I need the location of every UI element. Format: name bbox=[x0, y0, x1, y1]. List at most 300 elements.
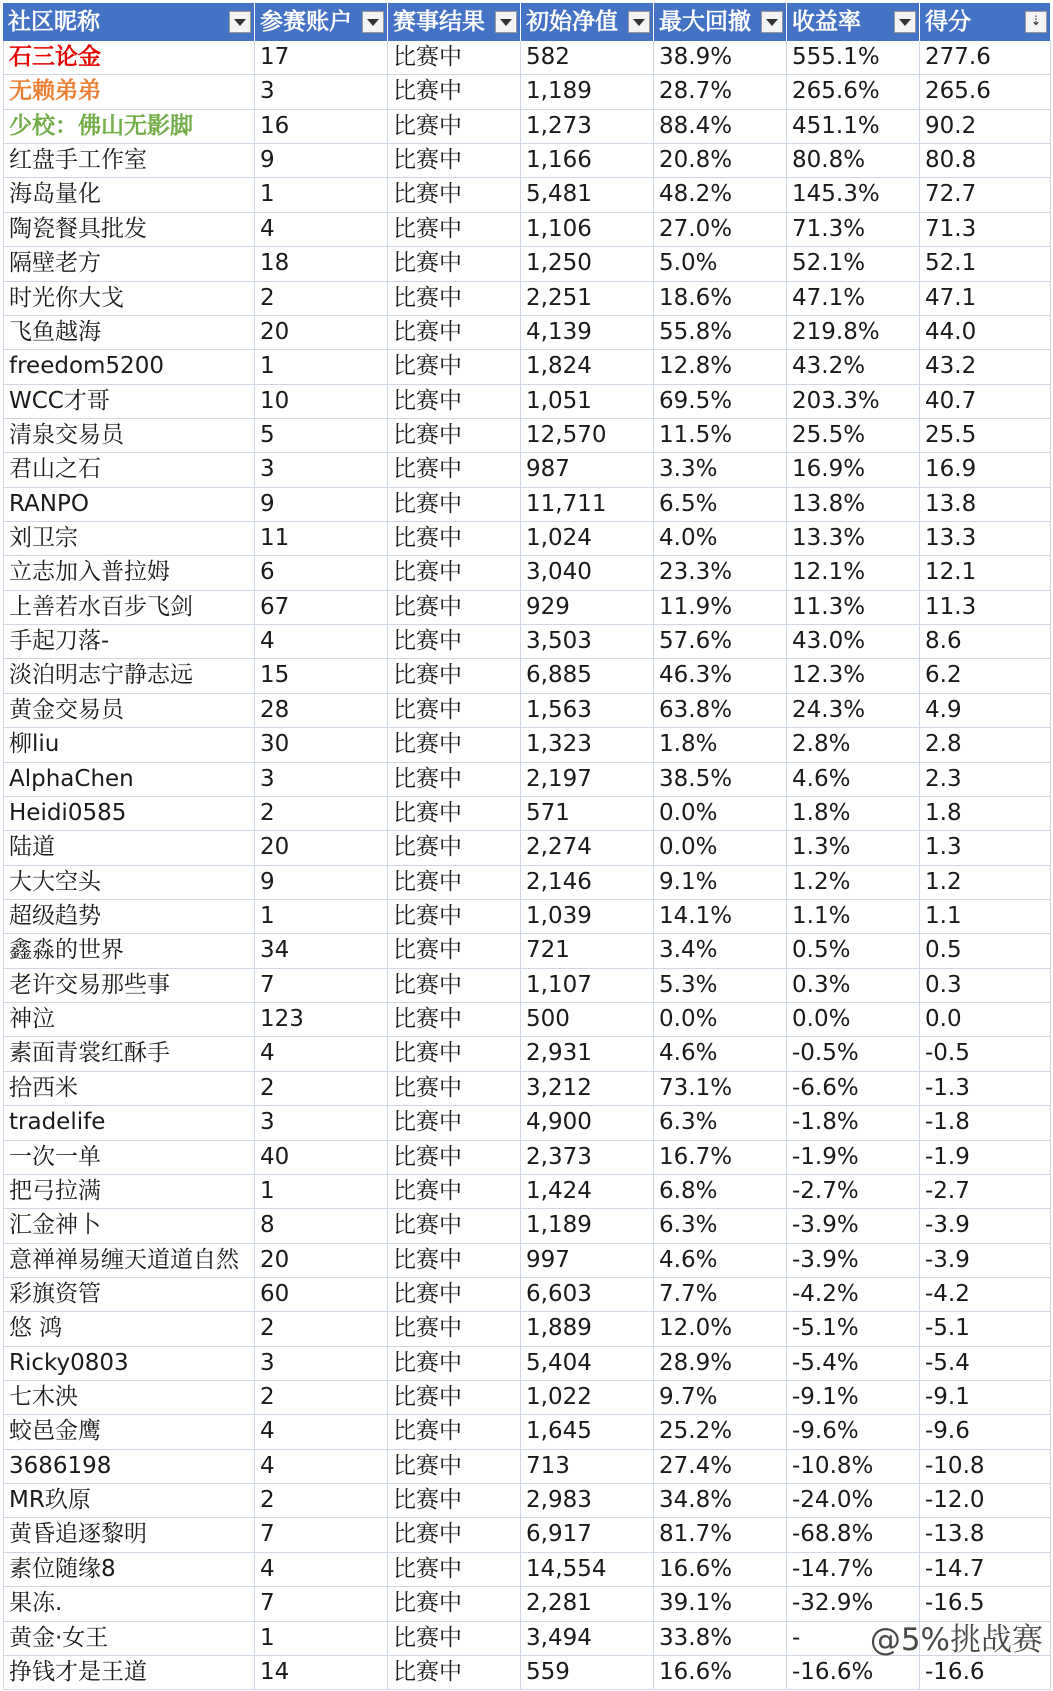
table-cell[interactable]: 1,250 bbox=[521, 247, 654, 281]
table-cell[interactable]: 比赛中 bbox=[388, 1037, 521, 1071]
table-cell[interactable]: 意禅禅易缠天道道自然 bbox=[3, 1244, 255, 1278]
table-cell[interactable]: 265.6 bbox=[920, 75, 1051, 109]
table-cell[interactable]: 比赛中 bbox=[388, 831, 521, 865]
filter-dropdown-icon[interactable] bbox=[761, 11, 783, 33]
table-cell[interactable]: 16.6% bbox=[654, 1553, 787, 1587]
table-cell[interactable]: 46.3% bbox=[654, 659, 787, 693]
table-cell[interactable]: 比赛中 bbox=[388, 385, 521, 419]
table-cell[interactable]: 2 bbox=[255, 797, 388, 831]
table-cell[interactable]: 黄昏追逐黎明 bbox=[3, 1518, 255, 1552]
table-cell[interactable]: 1.1% bbox=[787, 900, 920, 934]
table-cell[interactable]: 47.1 bbox=[920, 282, 1051, 316]
table-cell[interactable]: 比赛中 bbox=[388, 763, 521, 797]
table-cell[interactable]: 比赛中 bbox=[388, 625, 521, 659]
table-cell[interactable]: 4 bbox=[255, 1553, 388, 1587]
table-cell[interactable]: 比赛中 bbox=[388, 282, 521, 316]
table-cell[interactable]: 16 bbox=[255, 110, 388, 144]
table-cell[interactable]: 拾西米 bbox=[3, 1072, 255, 1106]
table-cell[interactable]: 比赛中 bbox=[388, 694, 521, 728]
table-cell[interactable]: 2,274 bbox=[521, 831, 654, 865]
table-cell[interactable]: 4.6% bbox=[654, 1037, 787, 1071]
table-cell[interactable]: 飞鱼越海 bbox=[3, 316, 255, 350]
table-cell[interactable]: 3,212 bbox=[521, 1072, 654, 1106]
table-cell[interactable]: -16.6 bbox=[920, 1656, 1051, 1690]
table-cell[interactable]: 石三论金 bbox=[3, 41, 255, 75]
table-cell[interactable]: 7 bbox=[255, 1587, 388, 1621]
table-cell[interactable]: 5 bbox=[255, 419, 388, 453]
table-cell[interactable]: 88.4% bbox=[654, 110, 787, 144]
table-cell[interactable]: 蛟邑金鹰 bbox=[3, 1415, 255, 1449]
table-cell[interactable]: WCC才哥 bbox=[3, 385, 255, 419]
table-cell[interactable]: -9.6 bbox=[920, 1415, 1051, 1449]
table-cell[interactable]: 比赛中 bbox=[388, 1347, 521, 1381]
table-cell[interactable]: -16.5 bbox=[920, 1587, 1051, 1621]
table-cell[interactable]: 52.1% bbox=[787, 247, 920, 281]
table-cell[interactable]: RANPO bbox=[3, 488, 255, 522]
table-cell[interactable]: 2,197 bbox=[521, 763, 654, 797]
table-cell[interactable]: 0.0% bbox=[654, 797, 787, 831]
table-cell[interactable]: 比赛中 bbox=[388, 144, 521, 178]
sort-filter-icon[interactable] bbox=[1025, 11, 1047, 33]
table-cell[interactable]: 52.1 bbox=[920, 247, 1051, 281]
table-cell[interactable]: -24.0% bbox=[787, 1484, 920, 1518]
table-cell[interactable]: 比赛中 bbox=[388, 934, 521, 968]
table-cell[interactable]: 9 bbox=[255, 144, 388, 178]
table-cell[interactable]: -9.1 bbox=[920, 1381, 1051, 1415]
table-cell[interactable]: 9 bbox=[255, 866, 388, 900]
table-cell[interactable]: 25.5 bbox=[920, 419, 1051, 453]
table-cell[interactable]: 73.1% bbox=[654, 1072, 787, 1106]
table-cell[interactable]: 3,040 bbox=[521, 556, 654, 590]
table-cell[interactable]: -1.8% bbox=[787, 1106, 920, 1140]
table-cell[interactable]: 比赛中 bbox=[388, 522, 521, 556]
table-cell[interactable]: freedom5200 bbox=[3, 350, 255, 384]
table-cell[interactable]: 34.8% bbox=[654, 1484, 787, 1518]
table-cell[interactable]: 1.8% bbox=[787, 797, 920, 831]
table-cell[interactable]: 3 bbox=[255, 763, 388, 797]
table-cell[interactable]: 比赛中 bbox=[388, 1518, 521, 1552]
table-cell[interactable]: 13.8% bbox=[787, 488, 920, 522]
table-cell[interactable]: 3 bbox=[255, 1106, 388, 1140]
table-cell[interactable]: 2,983 bbox=[521, 1484, 654, 1518]
table-cell[interactable]: 13.3 bbox=[920, 522, 1051, 556]
table-cell[interactable]: 素面青裳红酥手 bbox=[3, 1037, 255, 1071]
table-cell[interactable]: 比赛中 bbox=[388, 556, 521, 590]
table-cell[interactable]: 陶瓷餐具批发 bbox=[3, 213, 255, 247]
table-cell[interactable]: 素位随缘8 bbox=[3, 1553, 255, 1587]
table-cell[interactable]: 24.3% bbox=[787, 694, 920, 728]
table-cell[interactable]: 11 bbox=[255, 522, 388, 556]
table-cell[interactable]: -4.2% bbox=[787, 1278, 920, 1312]
table-cell[interactable]: 28.7% bbox=[654, 75, 787, 109]
table-cell[interactable]: 11.3% bbox=[787, 591, 920, 625]
table-cell[interactable]: 559 bbox=[521, 1656, 654, 1690]
table-cell[interactable]: 大大空头 bbox=[3, 866, 255, 900]
table-cell[interactable]: 比赛中 bbox=[388, 1278, 521, 1312]
filter-dropdown-icon[interactable] bbox=[362, 11, 384, 33]
table-cell[interactable]: 比赛中 bbox=[388, 419, 521, 453]
table-cell[interactable]: 20 bbox=[255, 316, 388, 350]
table-cell[interactable]: 4 bbox=[255, 1415, 388, 1449]
table-cell[interactable]: 1 bbox=[255, 1622, 388, 1656]
table-cell[interactable]: -5.1 bbox=[920, 1312, 1051, 1346]
table-cell[interactable]: 4,900 bbox=[521, 1106, 654, 1140]
table-cell[interactable]: 3,494 bbox=[521, 1622, 654, 1656]
table-cell[interactable]: 3686198 bbox=[3, 1450, 255, 1484]
table-cell[interactable]: Heidi0585 bbox=[3, 797, 255, 831]
table-cell[interactable]: 时光你大戈 bbox=[3, 282, 255, 316]
table-cell[interactable]: -3.9% bbox=[787, 1244, 920, 1278]
table-cell[interactable]: 比赛中 bbox=[388, 797, 521, 831]
table-cell[interactable]: 44.0 bbox=[920, 316, 1051, 350]
table-cell[interactable]: 比赛中 bbox=[388, 488, 521, 522]
table-cell[interactable]: 123 bbox=[255, 1003, 388, 1037]
table-cell[interactable]: 比赛中 bbox=[388, 1003, 521, 1037]
table-cell[interactable]: 汇金神卜 bbox=[3, 1209, 255, 1243]
table-cell[interactable]: 比赛中 bbox=[388, 213, 521, 247]
table-cell[interactable]: 比赛中 bbox=[388, 866, 521, 900]
table-cell[interactable]: 2.3 bbox=[920, 763, 1051, 797]
table-cell[interactable]: 1,189 bbox=[521, 1209, 654, 1243]
table-cell[interactable]: 6.3% bbox=[654, 1209, 787, 1243]
table-cell[interactable]: 582 bbox=[521, 41, 654, 75]
table-cell[interactable]: 立志加入普拉姆 bbox=[3, 556, 255, 590]
table-cell[interactable]: Ricky0803 bbox=[3, 1347, 255, 1381]
table-cell[interactable]: 2,281 bbox=[521, 1587, 654, 1621]
table-cell[interactable]: 57.6% bbox=[654, 625, 787, 659]
table-cell[interactable]: 老许交易那些事 bbox=[3, 969, 255, 1003]
table-cell[interactable]: 17 bbox=[255, 41, 388, 75]
table-cell[interactable]: -1.3 bbox=[920, 1072, 1051, 1106]
table-cell[interactable]: 6,603 bbox=[521, 1278, 654, 1312]
table-cell[interactable]: 2 bbox=[255, 1072, 388, 1106]
table-cell[interactable]: 0.3% bbox=[787, 969, 920, 1003]
table-cell[interactable]: 16.7% bbox=[654, 1141, 787, 1175]
table-cell[interactable]: 28 bbox=[255, 694, 388, 728]
table-cell[interactable]: 2 bbox=[255, 282, 388, 316]
table-cell[interactable]: 比赛中 bbox=[388, 41, 521, 75]
table-cell[interactable]: 9.7% bbox=[654, 1381, 787, 1415]
table-cell[interactable]: 比赛中 bbox=[388, 1450, 521, 1484]
table-cell[interactable]: 比赛中 bbox=[388, 1106, 521, 1140]
table-cell[interactable]: 2 bbox=[255, 1312, 388, 1346]
table-cell[interactable]: 20 bbox=[255, 1244, 388, 1278]
table-cell[interactable]: 8.6 bbox=[920, 625, 1051, 659]
table-cell[interactable]: 72.7 bbox=[920, 178, 1051, 212]
table-cell[interactable]: 5.3% bbox=[654, 969, 787, 1003]
table-cell[interactable]: 67 bbox=[255, 591, 388, 625]
table-cell[interactable]: 1,424 bbox=[521, 1175, 654, 1209]
table-cell[interactable]: 1.8% bbox=[654, 728, 787, 762]
table-cell[interactable]: 2.8% bbox=[787, 728, 920, 762]
table-cell[interactable]: 571 bbox=[521, 797, 654, 831]
table-cell[interactable]: 555.1% bbox=[787, 41, 920, 75]
table-cell[interactable]: 2.8 bbox=[920, 728, 1051, 762]
table-cell[interactable]: 鑫淼的世界 bbox=[3, 934, 255, 968]
table-cell[interactable]: 4.6% bbox=[787, 763, 920, 797]
table-cell[interactable]: 43.2% bbox=[787, 350, 920, 384]
table-cell[interactable]: 451.1% bbox=[787, 110, 920, 144]
table-cell[interactable]: 48.2% bbox=[654, 178, 787, 212]
table-cell[interactable]: 比赛中 bbox=[388, 75, 521, 109]
table-cell[interactable]: 81.7% bbox=[654, 1518, 787, 1552]
table-cell[interactable]: 3 bbox=[255, 75, 388, 109]
table-cell[interactable]: 比赛中 bbox=[388, 1244, 521, 1278]
table-cell[interactable]: 0.0% bbox=[654, 1003, 787, 1037]
table-cell[interactable]: 2,146 bbox=[521, 866, 654, 900]
table-cell[interactable]: 神泣 bbox=[3, 1003, 255, 1037]
table-cell[interactable]: 997 bbox=[521, 1244, 654, 1278]
table-cell[interactable]: 1,824 bbox=[521, 350, 654, 384]
table-cell[interactable]: 5,481 bbox=[521, 178, 654, 212]
table-cell[interactable]: 69.5% bbox=[654, 385, 787, 419]
table-cell[interactable]: -0.5 bbox=[920, 1037, 1051, 1071]
table-cell[interactable]: 11.3 bbox=[920, 591, 1051, 625]
table-cell[interactable]: -2.7 bbox=[920, 1175, 1051, 1209]
table-cell[interactable]: 23.3% bbox=[654, 556, 787, 590]
table-cell[interactable]: 6.8% bbox=[654, 1175, 787, 1209]
table-cell[interactable]: 40 bbox=[255, 1141, 388, 1175]
table-cell[interactable]: 6.3% bbox=[654, 1106, 787, 1140]
table-cell[interactable]: 比赛中 bbox=[388, 1072, 521, 1106]
table-cell[interactable]: 比赛中 bbox=[388, 659, 521, 693]
table-cell[interactable]: -1.9 bbox=[920, 1141, 1051, 1175]
table-cell[interactable]: 2,251 bbox=[521, 282, 654, 316]
table-cell[interactable]: 悠 鸿 bbox=[3, 1312, 255, 1346]
table-cell[interactable]: 2 bbox=[255, 1381, 388, 1415]
table-cell[interactable]: 超级趋势 bbox=[3, 900, 255, 934]
table-cell[interactable]: 比赛中 bbox=[388, 350, 521, 384]
table-cell[interactable]: 3,503 bbox=[521, 625, 654, 659]
table-cell[interactable]: 3.3% bbox=[654, 453, 787, 487]
table-cell[interactable]: tradelife bbox=[3, 1106, 255, 1140]
table-cell[interactable]: 4,139 bbox=[521, 316, 654, 350]
table-cell[interactable]: 1.3 bbox=[920, 831, 1051, 865]
table-cell[interactable]: -1.8 bbox=[920, 1106, 1051, 1140]
table-cell[interactable]: 红盘手工作室 bbox=[3, 144, 255, 178]
table-cell[interactable]: -5.4% bbox=[787, 1347, 920, 1381]
table-cell[interactable]: 16.9% bbox=[787, 453, 920, 487]
table-cell[interactable]: 海岛量化 bbox=[3, 178, 255, 212]
table-cell[interactable]: 淡泊明志宁静志远 bbox=[3, 659, 255, 693]
table-cell[interactable]: 34 bbox=[255, 934, 388, 968]
table-cell[interactable]: 1,106 bbox=[521, 213, 654, 247]
table-cell[interactable]: 25.5% bbox=[787, 419, 920, 453]
table-cell[interactable]: 13.8 bbox=[920, 488, 1051, 522]
table-cell[interactable]: 4.9 bbox=[920, 694, 1051, 728]
table-cell[interactable]: 987 bbox=[521, 453, 654, 487]
table-cell[interactable]: 203.3% bbox=[787, 385, 920, 419]
table-cell[interactable]: 11.5% bbox=[654, 419, 787, 453]
table-cell[interactable]: 721 bbox=[521, 934, 654, 968]
table-cell[interactable]: 比赛中 bbox=[388, 1553, 521, 1587]
table-cell[interactable]: 13.3% bbox=[787, 522, 920, 556]
table-cell[interactable]: 3 bbox=[255, 1347, 388, 1381]
table-cell[interactable]: 比赛中 bbox=[388, 178, 521, 212]
table-cell[interactable]: 0.0 bbox=[920, 1003, 1051, 1037]
table-cell[interactable]: 1,645 bbox=[521, 1415, 654, 1449]
table-cell[interactable]: 刘卫宗 bbox=[3, 522, 255, 556]
table-cell[interactable]: 彩旗资管 bbox=[3, 1278, 255, 1312]
table-cell[interactable]: 80.8% bbox=[787, 144, 920, 178]
table-cell[interactable]: 把弓拉满 bbox=[3, 1175, 255, 1209]
table-cell[interactable]: 柳liu bbox=[3, 728, 255, 762]
table-cell[interactable]: 1,189 bbox=[521, 75, 654, 109]
table-cell[interactable]: 黄金交易员 bbox=[3, 694, 255, 728]
filter-dropdown-icon[interactable] bbox=[628, 11, 650, 33]
table-cell[interactable]: 2,373 bbox=[521, 1141, 654, 1175]
table-cell[interactable]: 71.3 bbox=[920, 213, 1051, 247]
table-cell[interactable]: -16.6% bbox=[787, 1656, 920, 1690]
table-cell[interactable]: -5.4 bbox=[920, 1347, 1051, 1381]
table-cell[interactable]: 2 bbox=[255, 1484, 388, 1518]
table-cell[interactable]: 清泉交易员 bbox=[3, 419, 255, 453]
table-cell[interactable]: 39.1% bbox=[654, 1587, 787, 1621]
table-cell[interactable]: 4 bbox=[255, 1450, 388, 1484]
table-cell[interactable]: 1,107 bbox=[521, 969, 654, 1003]
table-cell[interactable]: 4 bbox=[255, 213, 388, 247]
table-cell[interactable]: 1 bbox=[255, 900, 388, 934]
table-cell[interactable]: -14.7% bbox=[787, 1553, 920, 1587]
table-cell[interactable]: 16.6% bbox=[654, 1656, 787, 1690]
filter-dropdown-icon[interactable] bbox=[229, 11, 251, 33]
table-cell[interactable]: 4.0% bbox=[654, 522, 787, 556]
table-cell[interactable]: 1,022 bbox=[521, 1381, 654, 1415]
table-cell[interactable]: 9 bbox=[255, 488, 388, 522]
table-cell[interactable]: 1 bbox=[255, 350, 388, 384]
table-cell[interactable]: 10 bbox=[255, 385, 388, 419]
table-cell[interactable]: 比赛中 bbox=[388, 110, 521, 144]
table-cell[interactable]: 比赛中 bbox=[388, 316, 521, 350]
table-cell[interactable]: 1,323 bbox=[521, 728, 654, 762]
table-cell[interactable]: -2.7% bbox=[787, 1175, 920, 1209]
table-cell[interactable]: 1,273 bbox=[521, 110, 654, 144]
table-cell[interactable]: -10.8% bbox=[787, 1450, 920, 1484]
table-cell[interactable]: 4.6% bbox=[654, 1244, 787, 1278]
table-cell[interactable]: 1,166 bbox=[521, 144, 654, 178]
table-cell[interactable]: 63.8% bbox=[654, 694, 787, 728]
table-cell[interactable]: 3 bbox=[255, 453, 388, 487]
table-cell[interactable]: -9.1% bbox=[787, 1381, 920, 1415]
table-cell[interactable]: 12.1% bbox=[787, 556, 920, 590]
table-cell[interactable]: 6.2 bbox=[920, 659, 1051, 693]
table-cell[interactable]: 12.3% bbox=[787, 659, 920, 693]
table-cell[interactable]: 1,051 bbox=[521, 385, 654, 419]
table-cell[interactable]: 一次一单 bbox=[3, 1141, 255, 1175]
table-cell[interactable]: 6 bbox=[255, 556, 388, 590]
table-cell[interactable]: -14.7 bbox=[920, 1553, 1051, 1587]
table-cell[interactable]: 比赛中 bbox=[388, 1175, 521, 1209]
table-cell[interactable]: 1,889 bbox=[521, 1312, 654, 1346]
table-cell[interactable]: 比赛中 bbox=[388, 969, 521, 1003]
table-cell[interactable]: 43.0% bbox=[787, 625, 920, 659]
table-cell[interactable]: 七木泱 bbox=[3, 1381, 255, 1415]
table-cell[interactable]: 1.3% bbox=[787, 831, 920, 865]
table-cell[interactable]: -9.6% bbox=[787, 1415, 920, 1449]
table-cell[interactable]: 0.0% bbox=[654, 831, 787, 865]
table-cell[interactable]: 7 bbox=[255, 1518, 388, 1552]
table-cell[interactable]: - bbox=[787, 1622, 920, 1656]
table-cell[interactable]: -0.5% bbox=[787, 1037, 920, 1071]
table-cell[interactable]: 7.7% bbox=[654, 1278, 787, 1312]
table-cell[interactable]: 比赛中 bbox=[388, 900, 521, 934]
table-cell[interactable]: AlphaChen bbox=[3, 763, 255, 797]
table-cell[interactable]: -12.0 bbox=[920, 1484, 1051, 1518]
table-cell[interactable]: 8 bbox=[255, 1209, 388, 1243]
filter-dropdown-icon[interactable] bbox=[894, 11, 916, 33]
table-cell[interactable]: 6,885 bbox=[521, 659, 654, 693]
table-cell[interactable]: 1,563 bbox=[521, 694, 654, 728]
table-cell[interactable]: 果冻. bbox=[3, 1587, 255, 1621]
table-cell[interactable]: 比赛中 bbox=[388, 1656, 521, 1690]
table-cell[interactable]: -4.2 bbox=[920, 1278, 1051, 1312]
table-cell[interactable]: -68.8% bbox=[787, 1518, 920, 1552]
table-cell[interactable]: 60 bbox=[255, 1278, 388, 1312]
table-cell[interactable]: 713 bbox=[521, 1450, 654, 1484]
table-cell[interactable]: 20 bbox=[255, 831, 388, 865]
table-cell[interactable]: 比赛中 bbox=[388, 1381, 521, 1415]
table-cell[interactable]: 14.1% bbox=[654, 900, 787, 934]
table-cell[interactable]: -3.9 bbox=[920, 1209, 1051, 1243]
table-cell[interactable]: 11,711 bbox=[521, 488, 654, 522]
table-cell[interactable]: 20.8% bbox=[654, 144, 787, 178]
table-cell[interactable]: 1.2 bbox=[920, 866, 1051, 900]
table-cell[interactable]: 5,404 bbox=[521, 1347, 654, 1381]
table-cell[interactable]: 4 bbox=[255, 1037, 388, 1071]
table-cell[interactable]: 君山之石 bbox=[3, 453, 255, 487]
table-cell[interactable]: -32.9% bbox=[787, 1587, 920, 1621]
table-cell[interactable]: 1.1 bbox=[920, 900, 1051, 934]
table-cell[interactable]: 14,554 bbox=[521, 1553, 654, 1587]
table-cell[interactable]: 18 bbox=[255, 247, 388, 281]
table-cell[interactable]: 手起刀落- bbox=[3, 625, 255, 659]
table-cell[interactable]: 14 bbox=[255, 1656, 388, 1690]
table-cell[interactable]: 18.6% bbox=[654, 282, 787, 316]
table-cell[interactable]: 比赛中 bbox=[388, 1209, 521, 1243]
table-cell[interactable]: 6.5% bbox=[654, 488, 787, 522]
table-cell[interactable]: -5.1% bbox=[787, 1312, 920, 1346]
table-cell[interactable]: 43.2 bbox=[920, 350, 1051, 384]
table-cell[interactable]: 71.3% bbox=[787, 213, 920, 247]
table-cell[interactable]: -10.8 bbox=[920, 1450, 1051, 1484]
table-cell[interactable]: -3.9 bbox=[920, 1244, 1051, 1278]
table-cell[interactable]: 1.2% bbox=[787, 866, 920, 900]
table-cell[interactable]: 黄金·女王 bbox=[3, 1622, 255, 1656]
table-cell[interactable]: 9.1% bbox=[654, 866, 787, 900]
table-cell[interactable]: 比赛中 bbox=[388, 591, 521, 625]
table-cell[interactable]: 比赛中 bbox=[388, 1312, 521, 1346]
table-cell[interactable]: 4 bbox=[255, 625, 388, 659]
table-cell[interactable]: 比赛中 bbox=[388, 1587, 521, 1621]
table-cell[interactable]: 55.8% bbox=[654, 316, 787, 350]
table-cell[interactable]: 38.9% bbox=[654, 41, 787, 75]
table-cell[interactable]: 0.5 bbox=[920, 934, 1051, 968]
table-cell[interactable]: 12.1 bbox=[920, 556, 1051, 590]
table-cell[interactable]: 80.8 bbox=[920, 144, 1051, 178]
table-cell[interactable]: 28.9% bbox=[654, 1347, 787, 1381]
table-cell[interactable]: 1,024 bbox=[521, 522, 654, 556]
table-cell[interactable]: 比赛中 bbox=[388, 1141, 521, 1175]
table-cell[interactable] bbox=[920, 1622, 1051, 1656]
table-cell[interactable]: 12.0% bbox=[654, 1312, 787, 1346]
table-cell[interactable]: 比赛中 bbox=[388, 247, 521, 281]
table-cell[interactable]: 比赛中 bbox=[388, 1622, 521, 1656]
table-cell[interactable]: 33.8% bbox=[654, 1622, 787, 1656]
table-cell[interactable]: 比赛中 bbox=[388, 453, 521, 487]
table-cell[interactable]: 0.3 bbox=[920, 969, 1051, 1003]
table-cell[interactable]: 挣钱才是王道 bbox=[3, 1656, 255, 1690]
table-cell[interactable]: 90.2 bbox=[920, 110, 1051, 144]
